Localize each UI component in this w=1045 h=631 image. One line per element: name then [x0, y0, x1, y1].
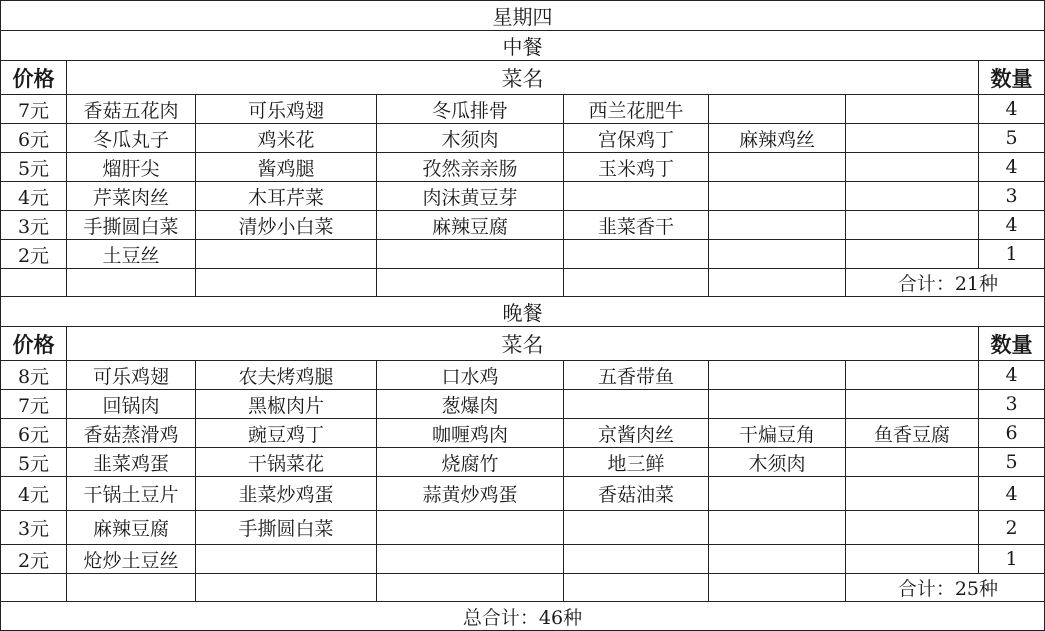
dish-cell: 韭菜香干 [564, 211, 709, 240]
price-cell: 8元 [1, 361, 67, 390]
count-cell: 4 [979, 477, 1045, 511]
dish-cell [564, 240, 709, 269]
dish-cell [846, 511, 979, 545]
menu-table-body [1, 1, 1045, 631]
dish-cell [846, 390, 979, 419]
empty-cell [564, 574, 709, 602]
dish-cell: 可乐鸡翅 [196, 95, 377, 124]
price-cell: 4元 [1, 182, 67, 211]
dish-cell [377, 240, 564, 269]
empty-cell [196, 574, 377, 602]
dish-cell: 冬瓜丸子 [67, 124, 196, 153]
count-cell: 1 [979, 240, 1045, 269]
count-cell: 4 [979, 95, 1045, 124]
table-row [1, 153, 1045, 182]
empty-cell [67, 574, 196, 602]
dish-cell [709, 477, 846, 511]
dish-cell: 香菇蒸滑鸡 [67, 419, 196, 448]
dish-cell: 可乐鸡翅 [67, 361, 196, 390]
table-row [1, 511, 1045, 545]
meal-subtotal: 合计：21种 [846, 269, 1045, 297]
column-header-row [1, 327, 1045, 361]
dish-cell: 玉米鸡丁 [564, 153, 709, 182]
dish-cell [709, 240, 846, 269]
empty-cell [377, 574, 564, 602]
table-row [1, 419, 1045, 448]
count-cell: 2 [979, 511, 1045, 545]
dish-cell [709, 390, 846, 419]
dish-cell [564, 545, 709, 574]
count-cell: 4 [979, 361, 1045, 390]
table-row [1, 240, 1045, 269]
dish-cell [846, 240, 979, 269]
table-row [1, 477, 1045, 511]
dish-cell: 葱爆肉 [377, 390, 564, 419]
dish-cell [709, 211, 846, 240]
dish-cell [846, 477, 979, 511]
dish-cell: 西兰花肥牛 [564, 95, 709, 124]
table-row [1, 182, 1045, 211]
table-row [1, 448, 1045, 477]
dish-cell [564, 182, 709, 211]
table-row [1, 95, 1045, 124]
dish-cell: 麻辣豆腐 [377, 211, 564, 240]
count-cell: 6 [979, 419, 1045, 448]
count-cell: 1 [979, 545, 1045, 574]
dish-cell: 鱼香豆腐 [846, 419, 979, 448]
meal-title-row [1, 297, 1045, 327]
dish-cell [709, 511, 846, 545]
dish-cell [846, 211, 979, 240]
table-row [1, 361, 1045, 390]
dish-cell: 芹菜肉丝 [67, 182, 196, 211]
meal-title-row [1, 31, 1045, 61]
empty-cell [564, 269, 709, 297]
dish-name-header: 菜名 [67, 327, 979, 361]
dish-cell [196, 240, 377, 269]
count-cell: 4 [979, 211, 1045, 240]
dish-cell [846, 182, 979, 211]
dish-cell: 鸡米花 [196, 124, 377, 153]
dish-cell: 熘肝尖 [67, 153, 196, 182]
price-cell: 6元 [1, 419, 67, 448]
dish-cell: 炝炒土豆丝 [67, 545, 196, 574]
price-cell: 2元 [1, 240, 67, 269]
dish-cell [709, 545, 846, 574]
empty-cell [67, 269, 196, 297]
dish-cell [377, 511, 564, 545]
dish-cell: 蒜黄炒鸡蛋 [377, 477, 564, 511]
price-cell: 2元 [1, 545, 67, 574]
empty-cell [377, 269, 564, 297]
dish-cell [846, 448, 979, 477]
price-cell: 4元 [1, 477, 67, 511]
dish-cell: 香菇五花肉 [67, 95, 196, 124]
price-cell: 7元 [1, 95, 67, 124]
dish-cell [709, 153, 846, 182]
dish-cell: 孜然亲亲肠 [377, 153, 564, 182]
dish-cell: 烧腐竹 [377, 448, 564, 477]
dish-cell [709, 95, 846, 124]
subtotal-row [1, 574, 1045, 602]
price-cell: 5元 [1, 448, 67, 477]
table-row [1, 390, 1045, 419]
dish-cell [196, 545, 377, 574]
price-cell: 6元 [1, 124, 67, 153]
day-title: 星期四 [1, 1, 1045, 31]
meal-title: 中餐 [1, 31, 1045, 61]
price-header: 价格 [1, 327, 67, 361]
dish-cell: 土豆丝 [67, 240, 196, 269]
price-header: 价格 [1, 61, 67, 95]
table-row [1, 545, 1045, 574]
dish-cell: 豌豆鸡丁 [196, 419, 377, 448]
dish-cell: 酱鸡腿 [196, 153, 377, 182]
price-cell: 3元 [1, 511, 67, 545]
count-header: 数量 [979, 61, 1045, 95]
count-cell: 5 [979, 124, 1045, 153]
dish-cell: 清炒小白菜 [196, 211, 377, 240]
table-row [1, 211, 1045, 240]
dish-cell: 麻辣鸡丝 [709, 124, 846, 153]
dish-cell: 咖喱鸡肉 [377, 419, 564, 448]
dish-cell [846, 361, 979, 390]
dish-cell: 地三鲜 [564, 448, 709, 477]
dish-cell: 麻辣豆腐 [67, 511, 196, 545]
price-cell: 7元 [1, 390, 67, 419]
meal-title: 晚餐 [1, 297, 1045, 327]
count-cell: 5 [979, 448, 1045, 477]
dish-cell: 回锅肉 [67, 390, 196, 419]
dish-cell: 手撕圆白菜 [67, 211, 196, 240]
empty-cell [1, 269, 67, 297]
count-cell: 3 [979, 182, 1045, 211]
price-cell: 3元 [1, 211, 67, 240]
meal-subtotal: 合计：25种 [846, 574, 1045, 602]
empty-cell [709, 574, 846, 602]
dish-cell [564, 390, 709, 419]
dish-cell [564, 511, 709, 545]
dish-cell: 手撕圆白菜 [196, 511, 377, 545]
empty-cell [1, 574, 67, 602]
grand-total: 总合计：46种 [1, 602, 1045, 631]
dish-cell [846, 545, 979, 574]
count-cell: 4 [979, 153, 1045, 182]
dish-cell: 肉沫黄豆芽 [377, 182, 564, 211]
dish-cell: 韭菜鸡蛋 [67, 448, 196, 477]
dish-cell [377, 545, 564, 574]
grand-total-row [1, 602, 1045, 631]
dish-cell [846, 95, 979, 124]
dish-cell: 农夫烤鸡腿 [196, 361, 377, 390]
column-header-row [1, 61, 1045, 95]
price-cell: 5元 [1, 153, 67, 182]
dish-cell: 韭菜炒鸡蛋 [196, 477, 377, 511]
empty-cell [709, 269, 846, 297]
dish-cell: 木须肉 [709, 448, 846, 477]
dish-cell: 干锅土豆片 [67, 477, 196, 511]
dish-cell [846, 153, 979, 182]
empty-cell [196, 269, 377, 297]
dish-name-header: 菜名 [67, 61, 979, 95]
count-cell: 3 [979, 390, 1045, 419]
dish-cell: 宫保鸡丁 [564, 124, 709, 153]
dish-cell [846, 124, 979, 153]
dish-cell [709, 182, 846, 211]
dish-cell: 口水鸡 [377, 361, 564, 390]
dish-cell: 五香带鱼 [564, 361, 709, 390]
subtotal-row [1, 269, 1045, 297]
count-header: 数量 [979, 327, 1045, 361]
dish-cell: 干煸豆角 [709, 419, 846, 448]
dish-cell: 京酱肉丝 [564, 419, 709, 448]
table-row [1, 124, 1045, 153]
dish-cell: 木须肉 [377, 124, 564, 153]
day-row [1, 1, 1045, 31]
dish-cell: 木耳芹菜 [196, 182, 377, 211]
dish-cell: 香菇油菜 [564, 477, 709, 511]
dish-cell: 黑椒肉片 [196, 390, 377, 419]
dish-cell: 干锅菜花 [196, 448, 377, 477]
dish-cell: 冬瓜排骨 [377, 95, 564, 124]
dish-cell [709, 361, 846, 390]
